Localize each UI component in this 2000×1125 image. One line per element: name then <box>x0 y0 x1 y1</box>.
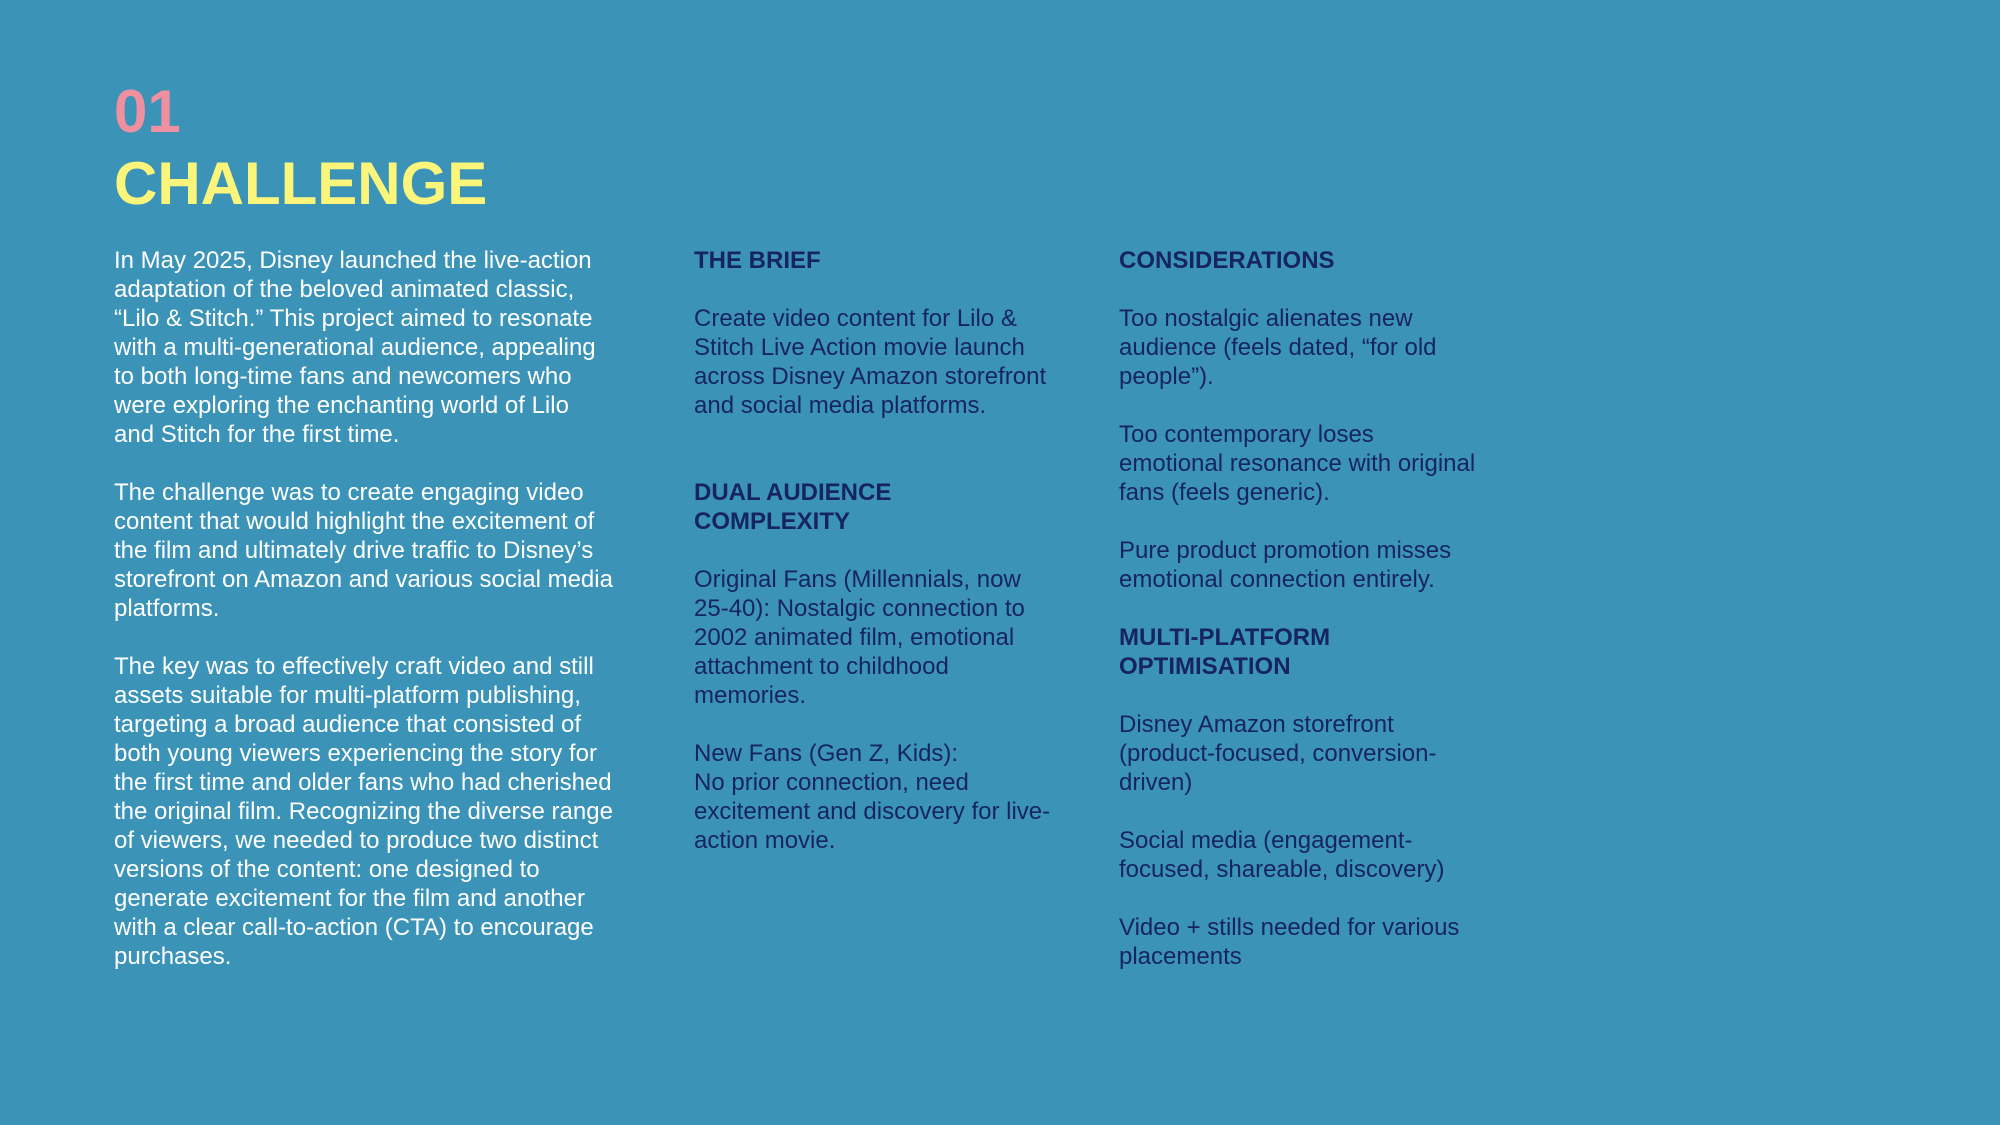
brief-text: Create video content for Lilo & Stitch Live Action movie launch across Disney Amazon storefront and social media platforms. <box>694 305 1047 419</box>
multi-platform-item: Disney Amazon storefront (product-focused, conversion-driven) <box>1119 711 1437 796</box>
consideration-item: Pure product promotion misses emotional connection entirely. <box>1119 537 1452 593</box>
intro-column <box>114 246 614 1000</box>
intro-paragraph: The key was to effectively craft video and still assets suitable for multi-platform publishing, targeting a broad audience that consisted of both young viewers experiencing the story for the first time and older fans who had cherished the original film. Recognizing the diverse range of viewers, we needed to produce two distinct versions of the content: one designed to generate excitement for the film and another with a clear call-to-action (CTA) to encourage purchases. <box>114 653 613 970</box>
section-number: 01 <box>114 78 181 145</box>
multi-platform-item: Social media (engagement-focused, shareable, discovery) <box>1119 827 1445 883</box>
intro-paragraph: In May 2025, Disney launched the live-action adaptation of the beloved animated classic, “Lilo & Stitch.” This project aimed to resonate with a multi-generational audience, appealing to both long-time fans and newcomers who were exploring the enchanting world of Lilo and Stitch for the first time. <box>114 247 596 448</box>
intro-paragraph: The challenge was to create engaging video content that would highlight the excitement of the film and ultimately drive traffic to Disney’s storefront on Amazon and various social media platforms. <box>114 479 613 622</box>
consideration-item: Too contemporary loses emotional resonance with original fans (feels generic). <box>1119 421 1476 506</box>
brief-heading: THE BRIEF <box>694 247 821 274</box>
dual-audience-item: Original Fans (Millennials, now 25-40): Nostalgic connection to 2002 animated film, emotional attachment to childhood memories. <box>694 566 1025 709</box>
multi-platform-heading: MULTI-PLATFORM OPTIMISATION <box>1119 624 1331 680</box>
multi-platform-item: Video + stills needed for various placements <box>1119 914 1460 970</box>
considerations-column <box>1119 246 1479 1000</box>
page-title: CHALLENGE <box>114 150 488 217</box>
dual-audience-item: New Fans (Gen Z, Kids): No prior connection, need excitement and discovery for live-action movie. <box>694 740 1051 854</box>
brief-column <box>694 246 1054 884</box>
consideration-item: Too nostalgic alienates new audience (feels dated, “for old people”). <box>1119 305 1437 390</box>
dual-audience-heading: DUAL AUDIENCE COMPLEXITY <box>694 479 892 535</box>
considerations-heading: CONSIDERATIONS <box>1119 247 1335 274</box>
